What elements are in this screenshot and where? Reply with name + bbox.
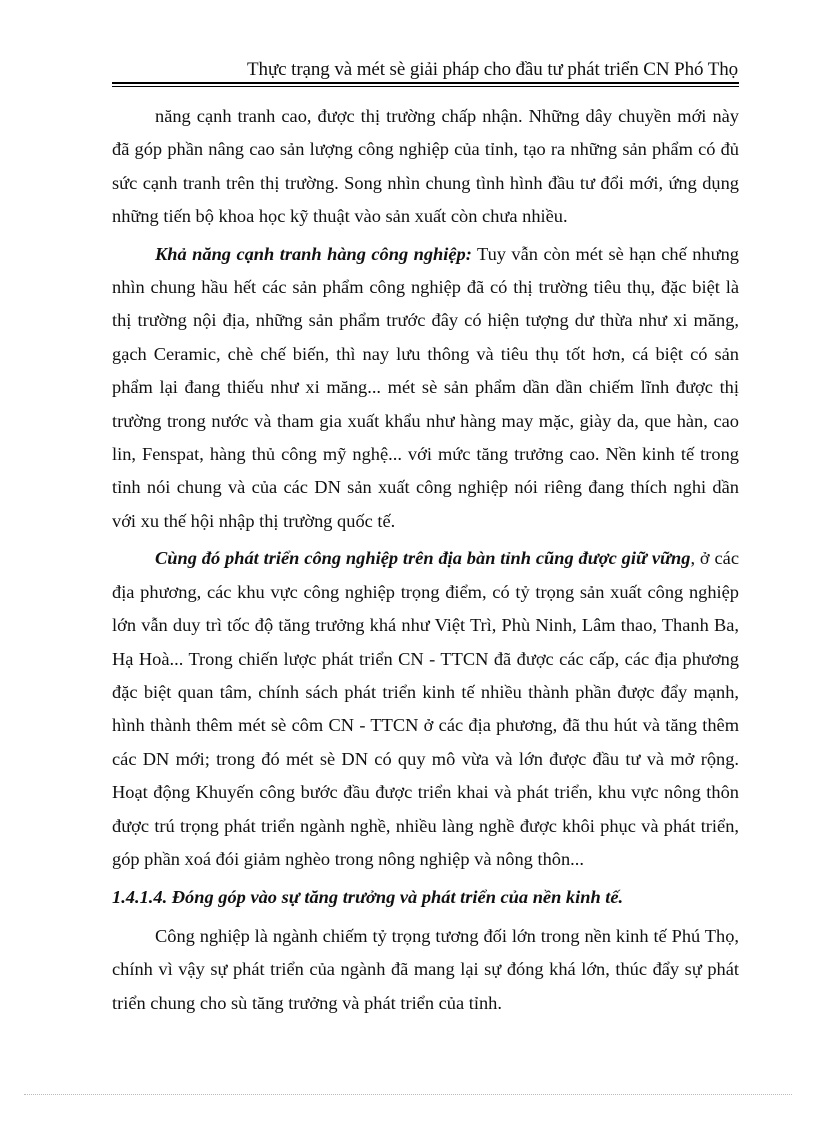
paragraph-3 [112,542,739,876]
header-rule-thin [112,86,739,87]
paragraph-1 [112,100,739,234]
footer-dotted-rule [24,1094,792,1095]
paragraph-final-text: Công nghiệp là ngành chiếm tỷ trọng tương đối lớn trong nền kinh tế Phú Thọ, chính vì vậy sự phát triển của ngành đã mang lại sự đóng khá lớn, thúc đẩy sự phát triển chung cho sù tăng trưởng và phát triển của tỉnh. [112,925,739,1013]
paragraph-1-text: năng cạnh tranh cao, được thị trường chấp nhận. Những dây chuyền mới này đã góp phần nâng cao sản lượng công nghiệp của tỉnh, tạo ra những sản phẩm có đủ sức cạnh tranh trên thị trường. Song nhìn chung tình hình đầu tư đổi mới, ứng dụng những tiến bộ khoa học kỹ thuật vào sản xuất còn chưa nhiều. [112,106,739,227]
paragraph-3-text: , ở các địa phương, các khu vực công nghiệp trọng điểm, có tỷ trọng sản xuất công nghiệp lớn vẫn duy trì tốc độ tăng trưởng khá như Việt Trì, Phù Ninh, Lâm thao, Thanh Ba, Hạ Hoà... Trong chiến lược phát triển CN - TTCN đã được các cấp, các địa phương đặc biệt quan tâm, chính sách phát triển kinh tế nhiều thành phần được đẩy mạnh, hình thành thêm mét sè côm CN - TTCN ở các địa phương, đã thu hút và tăng thêm các DN mới; trong đó mét sè DN có quy mô vừa và lớn được đầu tư và mở rộng. Hoạt động Khuyến công bước đầu được triển khai và phát triển, khu vực nông thôn được trú trọng phát triển ngành nghề, nhiều làng nghề được khôi phục và phát triển, góp phần xoá đói giảm nghèo trong nông nghiệp và nông thôn... [112,548,739,869]
paragraph-2 [112,238,739,539]
paragraph-2-text: Tuy vẫn còn mét sè hạn chế nhưng nhìn chung hầu hết các sản phẩm công nghiệp đã có thị trường tiêu thụ, đặc biệt là thị trường nội địa, những sản phẩm trước đây có hiện tượng dư thừa như xi măng, gạch Ceramic, chè chế biến, thì nay lưu thông và tiêu thụ tốt hơn, cá biệt có sản phẩm lại đang thiếu như xi măng... mét sè sản phẩm dần dần chiếm lĩnh được thị trường trong nước và tham gia xuất khẩu như hàng may mặc, giày da, que hàn, cao lin, Fenspat, hàng thủ công mỹ nghệ... với mức tăng trưởng cao. Nền kinh tế trong tỉnh nói chung và của các DN sản xuất công nghiệp nói riêng đang thích nghi dần với xu thế hội nhập thị trường quốc tế. [112,243,739,531]
body-text [112,100,739,1020]
paragraph-3-lead: Cùng đó phát triển công nghiệp trên địa bàn tỉnh cũng được giữ vững [155,548,691,569]
header-rule-thick [112,82,739,84]
running-header: Thực trạng và mét sè giải pháp cho đầu tư phát triển CN Phó Thọ [247,59,738,80]
paragraph-final [112,920,739,1020]
paragraph-2-lead: Khả năng cạnh tranh hàng công nghiệp: [155,243,472,264]
section-heading: 1.4.1.4. Đóng góp vào sự tăng trưởng và phát triển của nền kinh tế. [112,887,624,908]
